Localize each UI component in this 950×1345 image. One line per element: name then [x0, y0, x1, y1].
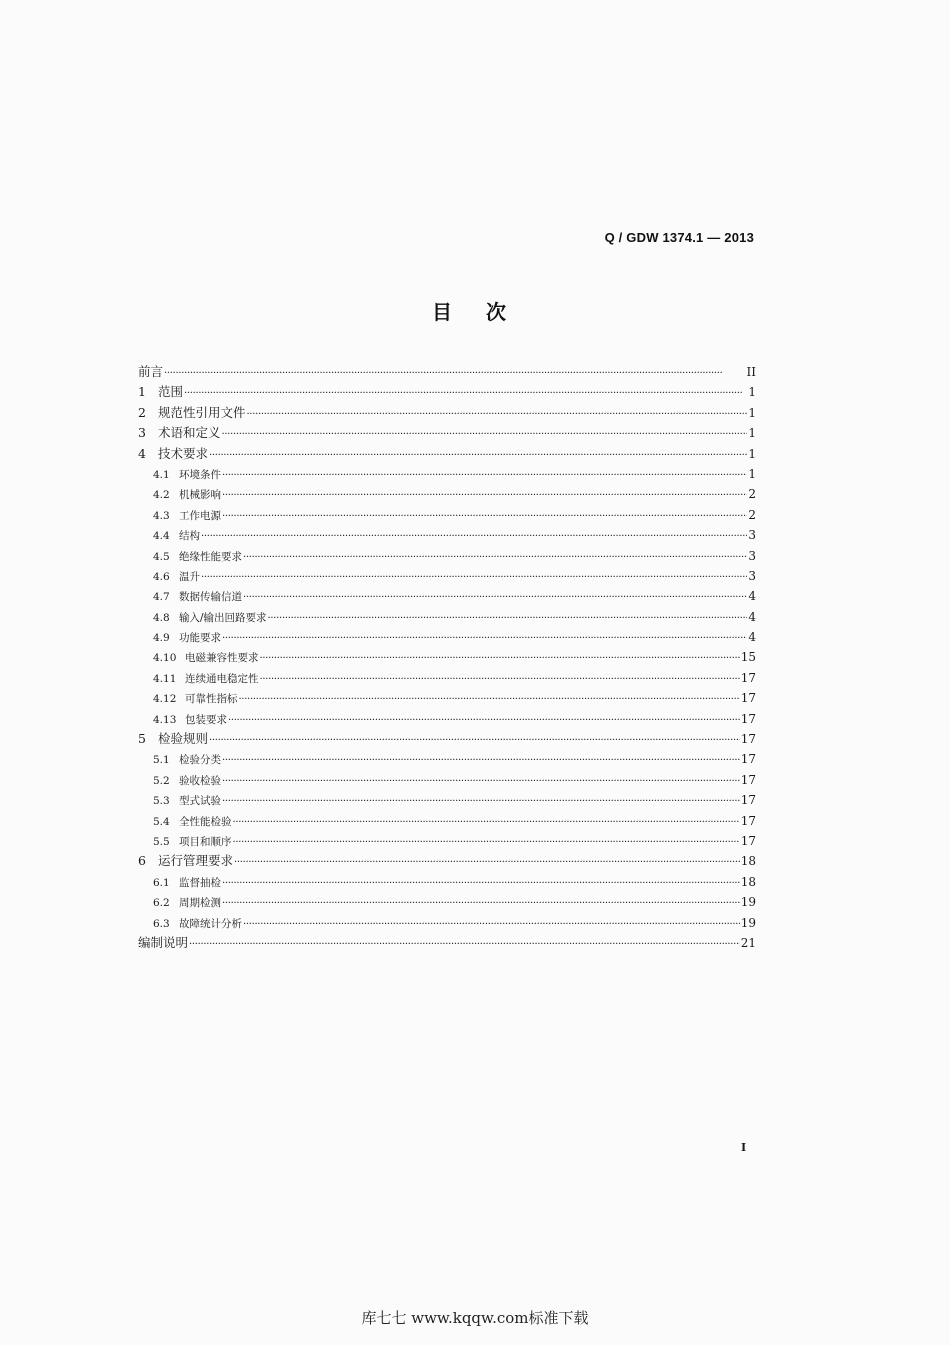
toc-leader-dots [222, 874, 740, 894]
toc-leader-dots [222, 629, 747, 649]
toc-entry-page: 1 [748, 385, 756, 400]
toc-leader-dots [201, 568, 747, 588]
table-of-contents [138, 362, 756, 953]
toc-entry[interactable] [138, 362, 756, 382]
toc-leader-dots [164, 364, 746, 384]
toc-entry-page: 2 [748, 507, 756, 522]
toc-entry-page: II [746, 365, 756, 379]
toc-leader-dots [239, 690, 740, 710]
toc-entry-number: 5.2 [153, 774, 170, 787]
toc-entry-number: 2 [138, 404, 146, 420]
toc-entry[interactable] [138, 464, 756, 484]
toc-entry-page: 3 [748, 568, 756, 583]
toc-entry-label: 验收检验 [179, 774, 221, 787]
toc-entry-number: 6.3 [153, 917, 170, 930]
toc-entry-label: 电磁兼容性要求 [185, 652, 259, 665]
toc-entry-page: 2 [748, 487, 756, 502]
toc-entry-page: 17 [740, 752, 756, 767]
toc-entry-number: 6.2 [153, 897, 170, 910]
toc-entry-label: 全性能检验 [179, 815, 232, 828]
toc-entry[interactable] [138, 913, 756, 933]
toc-entry-number: 1 [138, 384, 146, 400]
toc-title: 目次 [432, 300, 540, 324]
toc-entry[interactable] [138, 688, 756, 708]
toc-entry-label: 机械影响 [179, 489, 221, 502]
toc-entry-page: 4 [748, 609, 756, 624]
toc-leader-dots [233, 813, 740, 833]
toc-entry-label: 可靠性指标 [185, 693, 238, 706]
page-number: I [741, 1141, 747, 1154]
toc-entry-number: 6 [138, 853, 146, 869]
toc-entry-number: 3 [138, 425, 146, 441]
toc-entry-label: 结构 [179, 530, 200, 543]
toc-leader-dots [243, 915, 740, 935]
toc-leader-dots [222, 486, 747, 506]
toc-entry-label: 功能要求 [179, 632, 221, 645]
toc-entry-page: 17 [740, 793, 756, 808]
toc-leader-dots [228, 711, 740, 731]
toc-leader-dots [222, 466, 747, 486]
toc-entry-page: 19 [740, 915, 756, 930]
toc-entry-page: 21 [740, 935, 756, 950]
toc-entry-number: 4.4 [153, 530, 170, 543]
toc-entry-page: 17 [740, 711, 756, 726]
toc-entry-label: 项目和顺序 [179, 835, 232, 848]
toc-entry[interactable] [138, 668, 756, 688]
toc-entry[interactable] [138, 586, 756, 606]
toc-entry-label: 输入/输出回路要求 [179, 611, 267, 624]
toc-entry-number: 5.3 [153, 795, 170, 808]
toc-entry[interactable] [138, 770, 756, 790]
toc-leader-dots [243, 588, 747, 608]
toc-entry-label: 术语和定义 [158, 425, 221, 441]
toc-entry-page: 1 [748, 426, 756, 441]
toc-leader-dots [222, 894, 740, 914]
toc-leader-dots [201, 527, 747, 547]
toc-entry[interactable] [138, 444, 756, 464]
toc-entry-page: 1 [748, 405, 756, 420]
toc-entry-number: 4.10 [153, 652, 177, 665]
toc-leader-dots [209, 446, 747, 466]
toc-entry[interactable] [138, 546, 756, 566]
toc-entry-label: 技术要求 [158, 445, 209, 461]
toc-entry-number: 4.3 [153, 509, 170, 522]
toc-leader-dots [260, 670, 740, 690]
toc-entry-page: 3 [748, 548, 756, 563]
toc-entry-label: 温升 [179, 570, 200, 583]
toc-entry-label: 故障统计分析 [179, 917, 242, 930]
toc-entry[interactable] [138, 525, 756, 545]
toc-leader-dots [243, 548, 747, 568]
toc-entry-page: 18 [740, 874, 756, 889]
toc-entry-label: 检验分类 [179, 754, 221, 767]
toc-entry[interactable] [138, 709, 756, 729]
toc-entry-page: 15 [740, 650, 756, 665]
toc-entry-page: 19 [740, 895, 756, 910]
toc-leader-dots [222, 425, 748, 445]
toc-entry-label: 监督抽检 [179, 876, 221, 889]
toc-entry[interactable] [138, 892, 756, 912]
toc-entry[interactable] [138, 872, 756, 892]
toc-leader-dots [222, 772, 740, 792]
toc-entry-number: 4.11 [153, 672, 177, 685]
toc-entry-page: 17 [740, 732, 756, 747]
toc-entry-page: 3 [748, 528, 756, 543]
toc-entry-number: 4.2 [153, 489, 170, 502]
toc-entry-page: 4 [748, 630, 756, 645]
toc-entry[interactable] [138, 484, 756, 504]
toc-entry[interactable] [138, 423, 756, 443]
toc-entry-number: 5.5 [153, 835, 170, 848]
toc-leader-dots [260, 649, 740, 669]
toc-entry-number: 4.6 [153, 570, 170, 583]
toc-leader-dots [247, 405, 748, 425]
toc-entry-page: 1 [748, 466, 756, 481]
footer-watermark: 库七七 www.kqqw.com标准下载 [361, 1309, 589, 1327]
toc-entry-label: 包装要求 [185, 713, 227, 726]
toc-entry-number: 4 [138, 445, 146, 461]
toc-entry-label: 连续通电稳定性 [185, 672, 259, 685]
toc-entry[interactable] [138, 403, 756, 423]
toc-entry-page: 17 [740, 691, 756, 706]
toc-entry-label: 工作电源 [179, 509, 221, 522]
toc-entry[interactable] [138, 382, 756, 402]
toc-leader-dots [268, 609, 748, 629]
toc-entry[interactable] [138, 627, 756, 647]
toc-entry-label: 编制说明 [138, 934, 189, 950]
toc-entry[interactable] [138, 647, 756, 667]
toc-entry-label: 范围 [158, 384, 184, 400]
toc-entry-number: 4.7 [153, 591, 170, 604]
toc-entry[interactable] [138, 790, 756, 810]
toc-entry[interactable] [138, 729, 756, 749]
toc-leader-dots [189, 935, 740, 955]
toc-entry[interactable] [138, 749, 756, 769]
toc-entry-page: 1 [748, 446, 756, 461]
toc-leader-dots [233, 833, 740, 853]
toc-entry-label: 型式试验 [179, 795, 221, 808]
toc-entry[interactable] [138, 933, 756, 953]
toc-entry[interactable] [138, 851, 756, 871]
toc-entry[interactable] [138, 607, 756, 627]
toc-entry-number: 4.8 [153, 611, 170, 624]
toc-entry[interactable] [138, 811, 756, 831]
toc-leader-dots [184, 384, 747, 404]
toc-entry-page: 18 [740, 854, 756, 869]
toc-entry-label: 运行管理要求 [158, 853, 234, 869]
toc-entry-number: 4.1 [153, 468, 170, 481]
toc-leader-dots [222, 751, 740, 771]
toc-entry-label: 规范性引用文件 [158, 404, 246, 420]
toc-entry-number: 5.4 [153, 815, 170, 828]
toc-leader-dots [209, 731, 740, 751]
toc-entry-number: 5 [138, 731, 146, 747]
toc-entry-page: 17 [740, 833, 756, 848]
toc-entry-number: 6.1 [153, 876, 170, 889]
toc-entry-number: 4.9 [153, 632, 170, 645]
toc-entry[interactable] [138, 505, 756, 525]
toc-leader-dots [222, 792, 740, 812]
toc-entry-label: 数据传输信道 [179, 591, 242, 604]
toc-leader-dots [234, 853, 740, 873]
toc-entry-page: 17 [740, 813, 756, 828]
toc-entry-number: 5.1 [153, 754, 170, 767]
toc-entry-page: 17 [740, 772, 756, 787]
toc-leader-dots [222, 507, 747, 527]
toc-entry-label: 周期检测 [179, 897, 221, 910]
toc-entry-page: 4 [748, 589, 756, 604]
toc-entry-number: 4.12 [153, 693, 177, 706]
document-code: Q / GDW 1374.1 — 2013 [604, 230, 754, 245]
toc-entry-number: 4.5 [153, 550, 170, 563]
toc-entry[interactable] [138, 566, 756, 586]
toc-entry-label: 环境条件 [179, 468, 221, 481]
toc-entry-label: 绝缘性能要求 [179, 550, 242, 563]
toc-entry-page: 17 [740, 670, 756, 685]
toc-entry-label: 检验规则 [158, 731, 209, 747]
toc-entry-number: 4.13 [153, 713, 177, 726]
toc-entry-label: 前言 [138, 364, 164, 379]
toc-entry[interactable] [138, 831, 756, 851]
